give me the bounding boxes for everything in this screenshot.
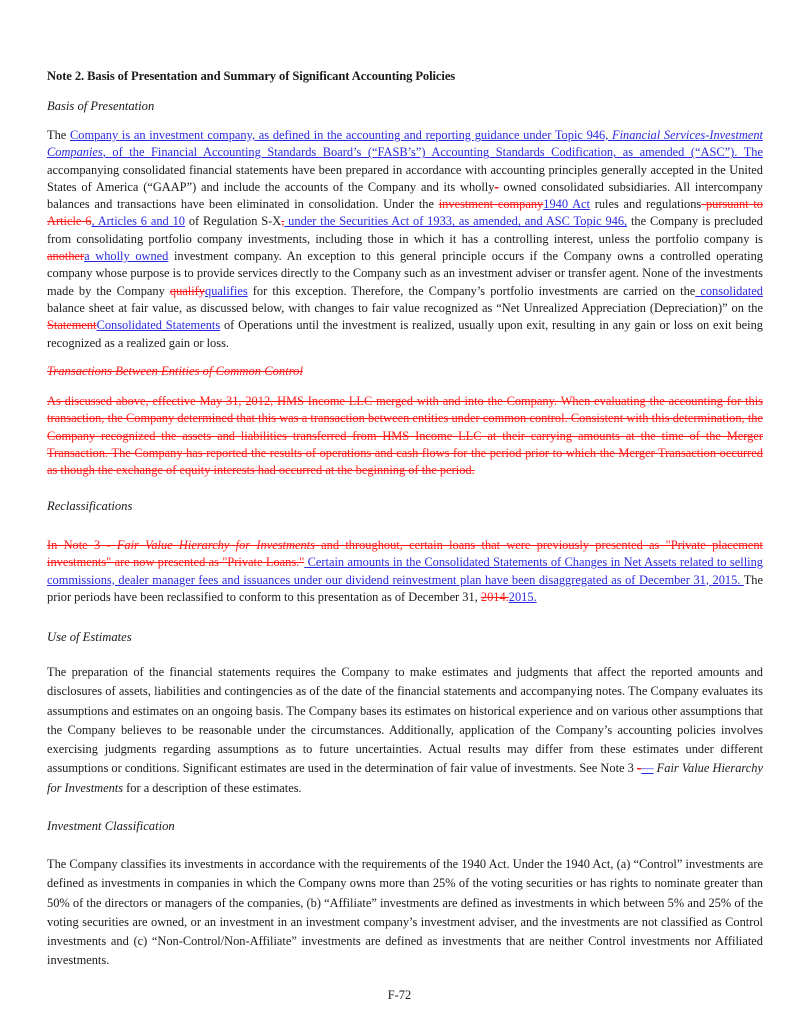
- text: The: [47, 128, 70, 142]
- deleted-text: and throughout, certain loans that were previously presented as "Private placement investments" are now presented as "Private Loans.": [47, 538, 763, 570]
- deleted-text: qualify: [169, 283, 206, 298]
- deleted-text: pursuant to Article 6: [47, 197, 764, 229]
- deleted-text: In Note 3 -: [47, 538, 117, 552]
- reclassifications-paragraph: [47, 537, 763, 606]
- deleted-text: -: [494, 179, 499, 194]
- deleted-text: another: [47, 249, 85, 264]
- estimates-heading: Use of Estimates: [47, 630, 132, 644]
- text: balance sheet at fair value, as discussed below, with changes to fair value recognized as “Net Unrealized Appreciation (Depreciation)” on the: [47, 300, 763, 315]
- basis-paragraph: [47, 127, 763, 352]
- deleted-text: 2014.: [480, 589, 509, 604]
- inserted-text: Consolidated Statements: [96, 318, 221, 333]
- inserted-text: under the Securities Act of 1933, as amended, and ASC Topic 946,: [284, 214, 628, 229]
- inserted-text: qualifies: [205, 283, 248, 298]
- text: of Regulation S-X: [184, 214, 282, 229]
- text: for this exception. Therefore, the Company’s portfolio investments are carried on the: [247, 283, 696, 298]
- inserted-text: consolidated: [695, 283, 763, 298]
- deleted-text: -: [637, 761, 642, 776]
- deleted-text: investment company: [438, 197, 544, 212]
- text: for a description of these estimates.: [123, 780, 302, 795]
- note-title: Note 2. Basis of Presentation and Summary of Significant Accounting Policies: [47, 69, 456, 83]
- text: accompanying consolidated financial statements have been prepared in accordance with accounting principles generally accepted in the United States of America (“GAAP”) and include the accounts of the Company and its wholly: [47, 162, 763, 194]
- classification-heading: Investment Classification: [47, 819, 175, 833]
- text: investment company. An exception to this general principle occurs if the Company owns a controlled operating company whose purpose is to provide services directly to the Company such as an investment adviser or transfer agent. None of the investments made by the Company: [47, 249, 763, 298]
- page-number: F-72: [387, 988, 412, 1002]
- text: of Operations until the investment is realized, usually upon exit, resulting in any gain or loss on exit being recognized as a realized gain or loss.: [47, 318, 763, 350]
- deleted-text: Fair Value Hierarchy for Investments: [116, 538, 315, 552]
- deleted-text: ,: [281, 214, 285, 229]
- basis-heading: Basis of Presentation: [47, 99, 155, 113]
- common-control-heading: Transactions Between Entities of Common Control: [47, 364, 303, 378]
- common-control-paragraph: As discussed above, effective May 31, 2012, HMS Income LLC merged with and into the Company. When evaluating the accounting for this transaction, the Company determined that this was a transaction between entities under common control. Consistent with this determination, the Company recognized the assets and liabilities transferred from HMS Income LLC at their carrying amounts at the time of the Merger Transaction. The Company has reported the results of operations and cash flows for the period prior to which the Merger Transaction occurred as though the exchange of equity interests had occurred at the beginning of the period.: [47, 394, 763, 478]
- inserted-text: —: [641, 761, 654, 776]
- inserted-text: Financial Services-Investment Companies: [47, 128, 763, 160]
- text: rules and regulations: [590, 197, 702, 212]
- inserted-text: Company is an investment company, as defined in the accounting and reporting guidance under Topic 946,: [69, 128, 613, 142]
- text: Fair Value Hierarchy for Investments: [47, 761, 763, 795]
- estimates-paragraph: [47, 663, 763, 798]
- inserted-text: , Articles 6 and 10: [91, 214, 185, 229]
- text: The prior periods have been reclassified to conform to this presentation as of December 31,: [47, 572, 763, 604]
- inserted-text: Certain amounts in the Consolidated Statements of Changes in Net Assets related to selling commissions, dealer manager fees and issuances under our dividend reinvestment plan have been disaggregated as of December 31, 2015.: [47, 555, 763, 587]
- text: The preparation of the financial statements requires the Company to make estimates and judgments that affect the reported amounts and disclosures of assets, liabilities and contingencies as of the date of the financial statements and accompanying notes. The Company evaluates its assumptions and estimates on an ongoing basis. The Company bases its estimates on historical experience and on various other assumptions that the Company believes to be reasonable under the circumstances. Additionally, application of the Company’s accounting policies involves exercising judgments regarding assumptions as to future uncertainties. Actual results may differ from these estimates under different assumptions or conditions. Significant estimates are used in the determination of fair value of investments. See Note 3: [47, 665, 763, 776]
- classification-paragraph: The Company classifies its investments in accordance with the requirements of the 1940 Act. Under the 1940 Act, (a) “Control” investments are defined as investments in companies in which the Company owns more than 25% of the voting securities or has rights to nominate greater than 50% of the directors or managers of the companies, (b) “Affiliate” investments are defined as investments in which between 5% and 25% of the voting securities are owned, or an investment in an investment company’s investment adviser, and the investments are not classified as Control investments and (c) “Non-Control/Non-Affiliate” investments are defined as investments that are neither Control investments nor Affiliated investments.: [47, 857, 763, 968]
- inserted-text: 1940 Act: [543, 197, 590, 212]
- text: owned consolidated subsidiaries. All intercompany balances and transactions have been eliminated in consolidation. Under the: [47, 179, 763, 212]
- inserted-text: 2015.: [508, 589, 537, 604]
- inserted-text: , of the Financial Accounting Standards Board’s (“FASB’s”) Accounting Standards Codification, as amended (“ASC”). The: [102, 145, 763, 160]
- reclassifications-heading: Reclassifications: [47, 499, 133, 513]
- deleted-text: Statement: [47, 318, 97, 333]
- inserted-text: a wholly owned: [84, 249, 169, 264]
- text: the Company is precluded from consolidating portfolio company investments, including those in which it has a controlling interest, unless the portfolio company is: [47, 214, 763, 246]
